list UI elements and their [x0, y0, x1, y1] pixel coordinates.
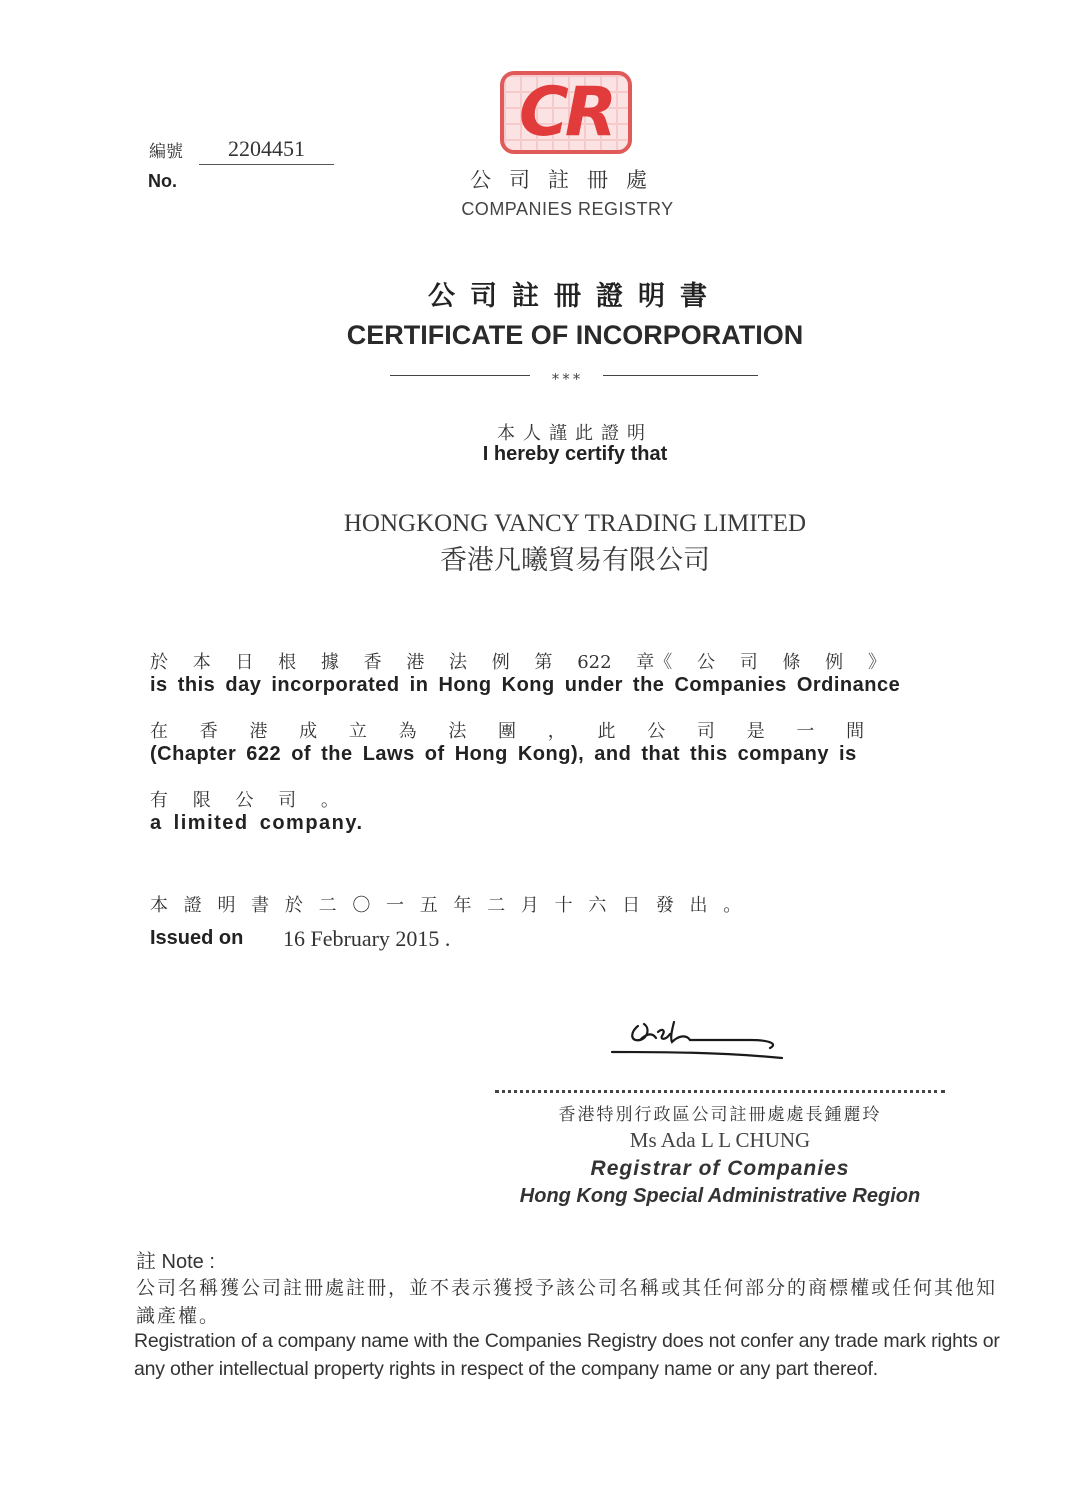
body-line1-cn: 於 本 日 根 據 香 港 法 例 第 622 章《 公 司 條 例 》: [150, 652, 886, 673]
certificate-number: 2204451: [199, 136, 334, 165]
title-rule-right: [603, 375, 758, 376]
body-line3-en: a limited company.: [150, 812, 364, 834]
companies-registry-logo: [500, 71, 632, 154]
signature-dotted-line: [495, 1090, 945, 1093]
body-line2-en: (Chapter 622 of the Laws of Hong Kong), and that this company is: [150, 743, 857, 765]
certify-cn: 本人謹此證明: [497, 423, 653, 444]
number-label-en: No.: [148, 171, 177, 191]
body-line1-en: is this day incorporated in Hong Kong under the Companies Ordinance: [150, 674, 901, 696]
title-separator: ***: [551, 370, 584, 388]
number-label-cn: 編號: [149, 142, 183, 162]
registry-name-cn: 公司註冊處: [470, 168, 665, 192]
note-label: 註 Note :: [136, 1251, 215, 1273]
company-name-cn: 香港凡曦貿易有限公司: [440, 545, 710, 576]
logo-text: CR: [518, 72, 614, 152]
body-line3-cn: 有 限 公 司 。: [150, 790, 339, 811]
registrar-name: Ms Ada L L CHUNG: [629, 1128, 811, 1152]
note-text-en: Registration of a company name with the Companies Registry does not confer any trade mark rights or any other intellectual property rights in respect of the company name or any part thereof.: [134, 1330, 1000, 1380]
issued-label: Issued on: [150, 927, 244, 949]
registrar-title-cn: 香港特別行政區公司註冊處處長鍾麗玲: [558, 1105, 882, 1125]
body-line2-cn: 在 香 港 成 立 為 法 團 ， 此 公 司 是 一 間: [150, 721, 865, 742]
registrar-region: Hong Kong Special Administrative Region: [519, 1185, 921, 1207]
registrar-signature: [600, 1012, 800, 1072]
note-text-cn: 公司名稱獲公司註冊處註冊，並不表示獲授予該公司名稱或其任何部分的商標權或任何其他知識產權。: [136, 1277, 998, 1327]
certify-en: I hereby certify that: [482, 443, 668, 465]
issued-date: 16 February 2015 .: [283, 926, 451, 951]
title-en: CERTIFICATE OF INCORPORATION: [346, 320, 804, 350]
title-cn: 公司註冊證明書: [428, 281, 722, 312]
title-rule-left: [390, 375, 530, 376]
registry-name-en: COMPANIES REGISTRY: [461, 199, 674, 219]
issued-cn: 本 證 明 書 於 二 〇 一 五 年 二 月 十 六 日 發 出 。: [150, 895, 742, 916]
company-name-en: HONGKONG VANCY TRADING LIMITED: [343, 510, 807, 537]
registrar-title-en: Registrar of Companies: [590, 1157, 850, 1180]
